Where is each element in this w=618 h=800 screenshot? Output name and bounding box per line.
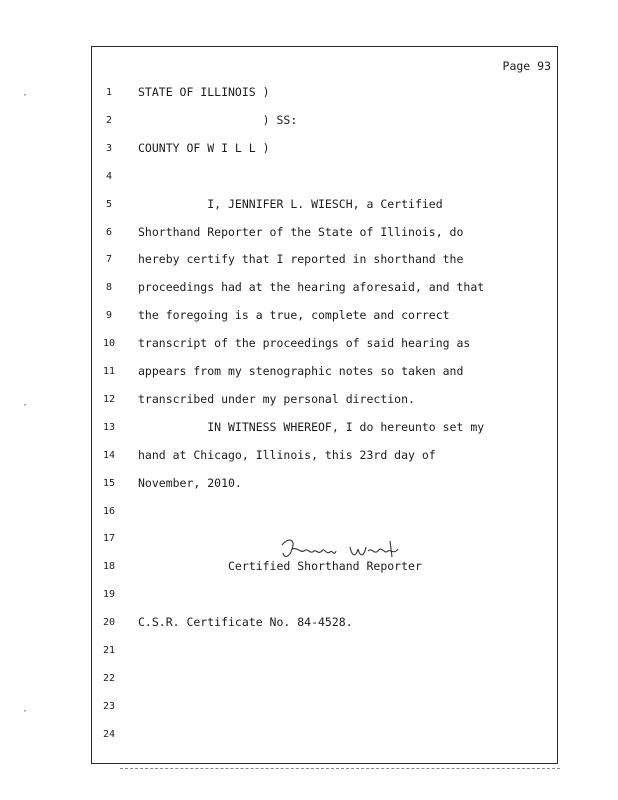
line-number: 23 — [102, 700, 116, 712]
line-text: STATE OF ILLINOIS ) — [138, 85, 270, 99]
margin-mark: · — [22, 90, 29, 101]
line-number: 22 — [102, 672, 116, 684]
line-number: 19 — [102, 589, 116, 601]
line-text: proceedings had at the hearing aforesaid, and that — [138, 280, 485, 295]
line-number: 4 — [105, 170, 113, 182]
line-number: 7 — [105, 254, 113, 266]
line-text: Shorthand Reporter of the State of Illinois, do — [138, 224, 464, 239]
line-text: hereby certify that I reported in shorthand the — [138, 252, 464, 267]
line-text: COUNTY OF W I L L ) — [138, 140, 270, 155]
scan-artifact-line — [120, 768, 560, 769]
line-text: transcript of the proceedings of said hearing as — [138, 336, 471, 351]
line-text: I, JENNIFER L. WIESCH, a Certified — [138, 196, 443, 211]
line-number: 3 — [105, 142, 113, 154]
line-text: appears from my stenographic notes so taken and — [138, 364, 464, 378]
line-number: 18 — [102, 561, 116, 573]
line-number: 17 — [102, 533, 116, 545]
transcript-page — [91, 46, 558, 764]
margin-mark: · — [22, 400, 29, 411]
line-number: 11 — [102, 366, 116, 377]
line-number: 5 — [105, 198, 113, 210]
line-text: hand at Chicago, Illinois, this 23rd day of — [138, 447, 436, 462]
line-text: C.S.R. Certificate No. 84-4528. — [138, 615, 353, 630]
line-number: 20 — [102, 617, 116, 629]
line-number: 16 — [102, 505, 116, 517]
line-number: 12 — [102, 393, 116, 405]
margin-mark: · — [22, 706, 29, 717]
line-number: 8 — [105, 282, 113, 294]
line-number: 2 — [105, 114, 113, 126]
line-number: 9 — [105, 310, 113, 322]
line-number: 24 — [102, 728, 116, 740]
line-text: ) SS: — [138, 112, 298, 127]
line-number: 6 — [105, 226, 113, 238]
page-number: Page 93 — [502, 59, 551, 73]
line-number: 13 — [102, 421, 116, 433]
line-number: 15 — [102, 477, 116, 489]
line-number: 21 — [102, 645, 116, 656]
line-number: 10 — [102, 338, 116, 350]
line-number: 1 — [105, 87, 113, 98]
line-number: 14 — [102, 449, 116, 461]
line-text: IN WITNESS WHEREOF, I do hereunto set my — [138, 419, 485, 434]
line-text: November, 2010. — [138, 475, 242, 490]
line-text: the foregoing is a true, complete and correct — [138, 308, 450, 323]
line-text: transcribed under my personal direction. — [138, 391, 415, 406]
line-text: Certified Shorthand Reporter — [138, 559, 422, 574]
signature — [278, 535, 408, 567]
